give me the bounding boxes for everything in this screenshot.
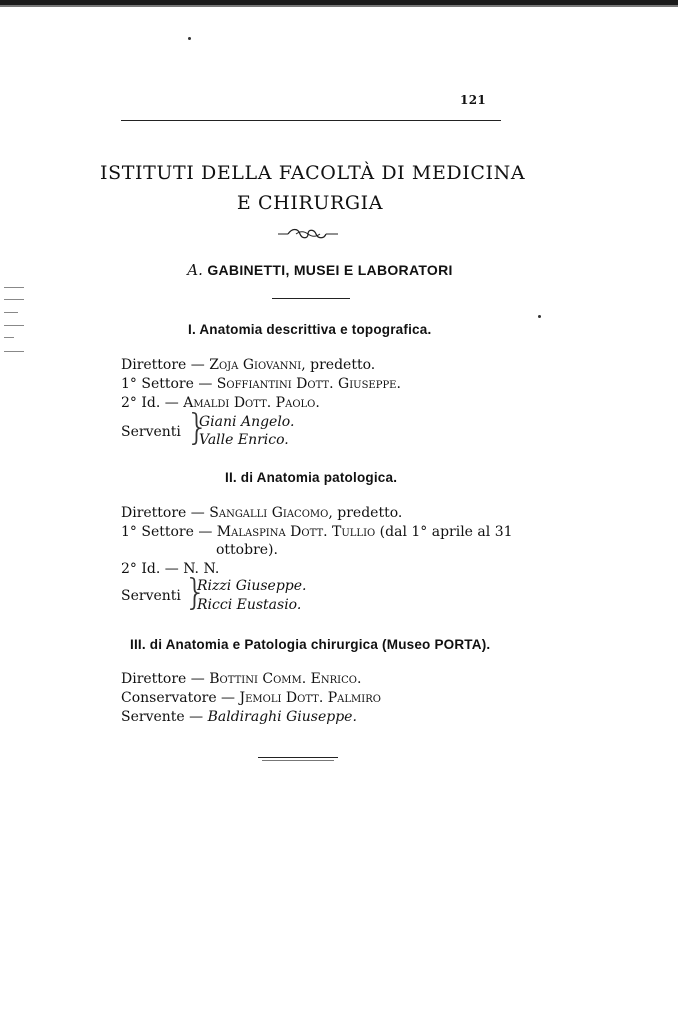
page-title-line-1: ISTITUTI DELLA FACOLTÀ DI MEDICINA: [100, 162, 526, 184]
staff-note: N. N.: [183, 561, 220, 577]
section-a-title: GABINETTI, MUSEI E LABORATORI: [207, 262, 453, 278]
staff-line: [121, 690, 381, 706]
staff-note: , predetto.: [301, 357, 376, 373]
ink-speck: [538, 315, 541, 318]
staff-note: , predetto.: [328, 505, 403, 521]
staff-name: Malaspina Dott. Tullio: [216, 524, 376, 540]
scan-edge-shadow: [0, 5, 678, 7]
staff-role: Direttore —: [121, 671, 205, 687]
section-a-letter: A.: [187, 261, 203, 279]
section-heading-2: II. di Anatomia patologica.: [225, 470, 398, 485]
staff-role: Direttore —: [121, 357, 205, 373]
staff-line: [121, 709, 357, 725]
header-rule: [121, 120, 501, 121]
staff-line: [121, 395, 320, 411]
staff-role: Servente —: [121, 709, 204, 725]
staff-line: [121, 505, 402, 521]
staff-line-continuation: ottobre).: [216, 542, 278, 558]
brace-glyph: }: [184, 572, 207, 613]
staff-note: .: [356, 671, 362, 687]
binding-marks: [0, 285, 26, 370]
staff-line: [121, 357, 375, 373]
servant-name: Ricci Eustasio.: [197, 597, 302, 613]
section-heading-1: I. Anatomia descrittiva e topografica.: [188, 322, 432, 337]
servant-name: Giani Angelo.: [199, 414, 295, 430]
page-title-line-2: E CHIRURGIA: [236, 192, 384, 214]
page-number: 121: [460, 93, 486, 107]
staff-note: .: [396, 376, 401, 392]
staff-role: 1° Settore —: [121, 524, 213, 540]
staff-note: .: [315, 395, 320, 411]
staff-role: 1° Settore —: [121, 376, 213, 392]
staff-name: Jemoli Dott. Palmiro: [239, 690, 381, 706]
servant-name: Rizzi Giuseppe.: [197, 578, 307, 594]
closing-rule: [258, 757, 338, 758]
staff-name: Soffiantini Dott. Giuseppe: [216, 376, 397, 392]
section-a-rule: [272, 298, 350, 299]
staff-line: [121, 671, 361, 687]
section-heading-3: III. di Anatomia e Patologia chirurgica (Museo PORTA).: [130, 637, 491, 652]
staff-name: Sangalli Giacomo: [209, 505, 329, 521]
closing-rule-shadow: [262, 760, 334, 761]
servant-name: Valle Enrico.: [199, 432, 289, 448]
servants-label: Serventi: [121, 588, 181, 604]
staff-role: Direttore —: [121, 505, 205, 521]
servants-label: Serventi: [121, 424, 181, 440]
ornament-flourish: [278, 226, 338, 242]
staff-line: [121, 376, 401, 392]
staff-name: Bottini Comm. Enrico: [209, 671, 357, 687]
staff-name: Baldiraghi Giuseppe.: [207, 709, 357, 725]
section-a-heading: [100, 261, 540, 279]
staff-line: [121, 524, 513, 540]
ink-speck: [188, 37, 191, 40]
brace-glyph: }: [186, 407, 209, 448]
staff-name: Amaldi Dott. Paolo: [183, 395, 316, 411]
staff-name: Zoja Giovanni: [209, 357, 302, 373]
staff-role: 2° Id. —: [121, 561, 179, 577]
staff-role: Conservatore —: [121, 690, 236, 706]
staff-role: 2° Id. —: [121, 395, 179, 411]
staff-note: (dal 1° aprile al 31: [375, 524, 513, 540]
